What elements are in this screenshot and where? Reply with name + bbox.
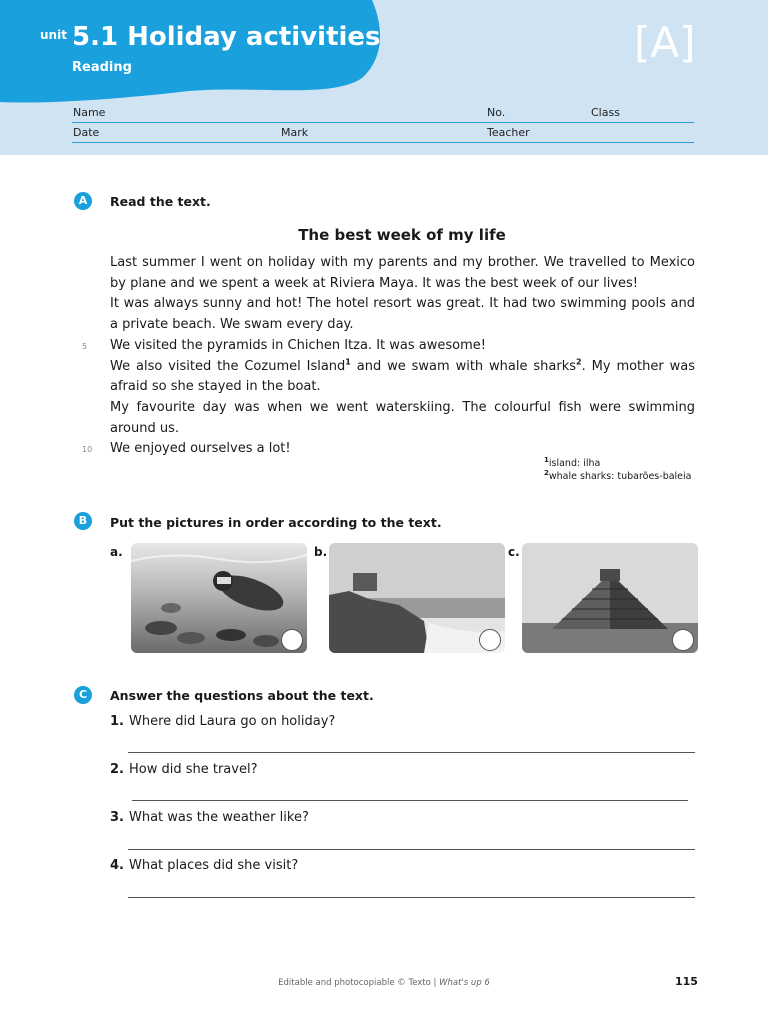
question-1 — [110, 714, 335, 729]
line-number: 10 — [82, 445, 93, 454]
question-number: 2. — [110, 762, 124, 777]
glossary-number: 1 — [544, 456, 549, 464]
story-paragraph — [110, 357, 695, 398]
glossary-number: 2 — [544, 469, 549, 477]
section-b-instruction: Put the pictures in order according to the text. — [110, 515, 442, 530]
question-4 — [110, 858, 298, 873]
story-span: . My mother was afraid so she stayed in the boat. — [110, 358, 696, 395]
question-2 — [110, 762, 257, 777]
answer-line-3[interactable] — [128, 849, 695, 850]
story-paragraph: Last summer I went on holiday with my parents and my brother. We travelled to Mexico by plane and we spent a week at Riviera Maya. It was the best week of our lives! — [110, 255, 695, 291]
order-circle-b[interactable] — [479, 629, 501, 651]
question-3 — [110, 810, 309, 825]
question-number: 3. — [110, 810, 124, 825]
level-indicator: [A] — [634, 18, 696, 67]
unit-label: unit — [40, 28, 67, 42]
answer-line-4[interactable] — [128, 897, 695, 898]
footer-credit — [0, 978, 768, 988]
section-a-instruction: Read the text. — [110, 194, 211, 209]
order-circle-a[interactable] — [281, 629, 303, 651]
line-number: 5 — [82, 342, 88, 351]
name-field-label: Name — [73, 106, 106, 119]
glossary-entry — [544, 469, 692, 482]
number-field-label: No. — [487, 106, 506, 119]
story-paragraph: My favourite day was when we went waterskiing. The colourful fish were swimming around us. — [110, 399, 695, 436]
worksheet-subtitle: Reading — [72, 60, 132, 75]
question-text: What places did she visit? — [128, 858, 299, 873]
worksheet-header — [0, 0, 768, 155]
footer-book-title: What's up 6 — [439, 978, 490, 988]
section-b-badge: B — [74, 512, 92, 530]
question-number: 1. — [110, 714, 124, 729]
story-paragraph: It was always sunny and hot! The hotel resort was great. It had two swimming pools and a private beach. We swam every day. — [110, 296, 695, 333]
footer-text: Editable and photocopiable © Texto | — [278, 978, 440, 988]
date-line — [72, 142, 694, 143]
picture-a-label: a. — [110, 545, 123, 559]
section-c-instruction: Answer the questions about the text. — [110, 688, 374, 703]
teacher-field-label: Teacher — [487, 126, 530, 139]
footnote-marker: 1 — [345, 357, 351, 367]
question-number: 4. — [110, 858, 124, 873]
name-line — [72, 122, 694, 123]
footnote-marker: 2 — [576, 357, 582, 367]
class-field-label: Class — [591, 106, 620, 119]
story-title: The best week of my life — [298, 226, 506, 244]
header-tab-shape — [0, 0, 390, 108]
question-text: How did she travel? — [128, 762, 258, 777]
section-c-badge: C — [74, 686, 92, 704]
worksheet-title: 5.1 Holiday activities — [72, 22, 381, 52]
glossary-text: whale sharks: tubarões-baleia — [548, 471, 692, 483]
section-a-badge: A — [74, 192, 92, 210]
order-circle-c[interactable] — [672, 629, 694, 651]
question-text: Where did Laura go on holiday? — [128, 714, 336, 729]
story-text — [110, 253, 695, 460]
pyramid-picture — [522, 543, 698, 653]
answer-line-2[interactable] — [132, 800, 688, 801]
story-paragraph: We visited the pyramids in Chichen Itza. It was awesome! — [110, 337, 486, 353]
beach-picture — [329, 543, 505, 653]
snorkeling-picture — [131, 543, 307, 653]
mark-field-label: Mark — [281, 126, 309, 139]
answer-line-1[interactable] — [128, 752, 695, 753]
glossary-entry — [544, 456, 600, 469]
glossary-text: island: ilha — [548, 458, 601, 470]
story-span: We also visited the Cozumel Island — [110, 358, 346, 374]
picture-b-label: b. — [314, 545, 328, 559]
picture-c-label: c. — [508, 545, 520, 559]
story-paragraph: We enjoyed ourselves a lot! — [110, 441, 291, 457]
story-span: and we swam with whale sharks — [350, 358, 577, 374]
page-number: 115 — [675, 975, 698, 988]
question-text: What was the weather like? — [128, 810, 309, 825]
date-field-label: Date — [73, 126, 100, 139]
